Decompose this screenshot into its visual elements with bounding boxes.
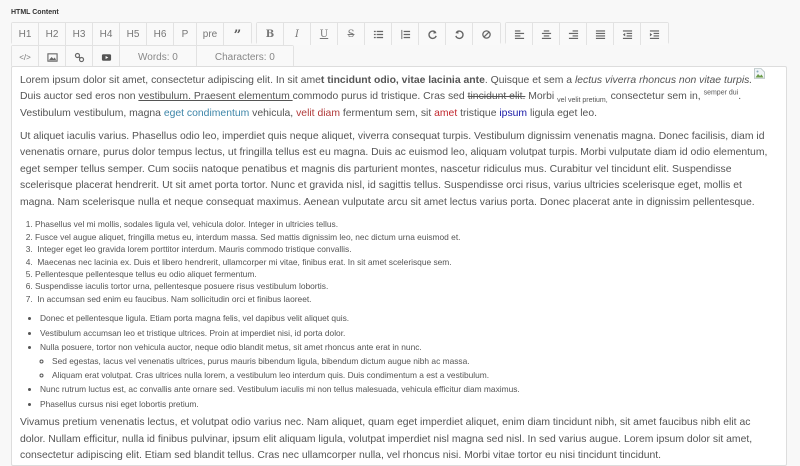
text: commodo purus id tristique. Cras sed	[292, 91, 468, 103]
code-view-icon: </>	[19, 52, 31, 62]
h2-button[interactable]: H2	[39, 23, 66, 45]
h4-button[interactable]: H4	[93, 23, 120, 45]
bold-button[interactable]	[257, 23, 284, 45]
pre-button[interactable]: pre	[197, 23, 224, 45]
text: Duis auctor sed eros non	[20, 91, 139, 103]
broken-image-icon	[754, 68, 765, 79]
redo-icon	[427, 29, 438, 40]
superscript-text: semper dui	[703, 89, 739, 97]
insert-link-button[interactable]	[66, 46, 93, 68]
list-item: 4. Maecenas nec lacinia ex. Duis et libero hendrerit, ullamcorper mi vitae, finibus erat. In sit amet scelerisque sem.	[35, 256, 778, 268]
text: ligula eget leo.	[527, 107, 597, 119]
list-item: 2. Fusce vel augue aliquet, fringilla metus eu, interdum massa. Sed mattis dignissim leo, nec dictum urna euismod et.	[35, 231, 778, 243]
indent-button[interactable]	[641, 23, 668, 45]
justify-button[interactable]	[587, 23, 614, 45]
h6-button[interactable]: H6	[147, 23, 174, 45]
italic-button[interactable]	[284, 23, 311, 45]
red-text: amet	[434, 107, 458, 119]
indent-icon	[649, 29, 660, 40]
unordered-list-icon	[373, 29, 384, 40]
text: vehicula,	[249, 107, 297, 119]
bullet-list	[20, 311, 778, 411]
align-center-button[interactable]	[533, 23, 560, 45]
ordered-list-button[interactable]	[392, 23, 419, 45]
word-count: Words: 0	[120, 46, 197, 68]
align-left-icon	[514, 29, 525, 40]
toolbar-row-1	[11, 22, 673, 44]
list-item: • Phasellus cursus nisi eget lobortis pretium.	[40, 397, 778, 411]
undo-button[interactable]	[446, 23, 473, 45]
strikethrough-icon: S	[347, 28, 355, 40]
underline-icon: U	[319, 28, 329, 40]
list-item	[40, 340, 778, 382]
list-item: • Donec et pellentesque ligula. Etiam porta magna felis, vel dapibus velit aliquet quis.	[40, 311, 778, 325]
text: fermentum sem, sit	[339, 107, 435, 119]
undo-icon	[454, 29, 465, 40]
nested-bullet-list	[40, 354, 778, 382]
outdent-icon	[622, 29, 633, 40]
text: tristique	[457, 107, 500, 119]
text: Morbi	[525, 91, 558, 103]
underlined-text: vestibulum. Praesent elementum	[138, 91, 293, 103]
strikethrough-button[interactable]	[338, 23, 365, 45]
text: consectetur sem in,	[607, 91, 704, 103]
h5-button[interactable]: H5	[120, 23, 147, 45]
character-count: Characters: 0	[197, 46, 293, 68]
insert-group	[11, 45, 294, 67]
text: . Vestibulum vestibulum, magna	[20, 91, 742, 119]
video-icon	[101, 52, 112, 63]
clear-format-icon	[481, 29, 492, 40]
html-content-editor[interactable]	[11, 66, 787, 466]
strikethrough-text: tincidunt elit.	[467, 91, 526, 103]
bold-text: t tincidunt odio, vitae lacinia ante	[320, 75, 485, 86]
clear-format-button[interactable]	[473, 23, 500, 45]
text: . Quisque et sem a	[484, 75, 575, 86]
align-left-button[interactable]	[506, 23, 533, 45]
list-item: 7. In accumsan sed enim eu faucibus. Nam sollicitudin orci et finibus laoreet.	[35, 293, 778, 305]
unordered-list-button[interactable]	[365, 23, 392, 45]
colored-link-text[interactable]: eget condimentum	[163, 107, 250, 119]
h3-button[interactable]: H3	[66, 23, 93, 45]
align-center-icon	[541, 29, 552, 40]
ordered-list	[20, 218, 778, 305]
subscript-text: vel velit pretium,	[557, 97, 608, 105]
editor-toolbar	[11, 22, 673, 67]
list-item: 6. Suspendisse iaculis tortor urna, pellentesque posuere risus vestibulum lobortis.	[35, 280, 778, 292]
image-icon	[47, 52, 58, 63]
justify-icon	[595, 29, 606, 40]
field-label: HTML Content	[11, 9, 59, 16]
align-right-button[interactable]	[560, 23, 587, 45]
underline-button[interactable]	[311, 23, 338, 45]
outdent-button[interactable]	[614, 23, 641, 45]
italic-icon: I	[295, 28, 299, 40]
paragraph-2: Ut aliquet iaculis varius. Phasellus odio leo, imperdiet quis neque aliquet, viverra consequat turpis. Vestibulum dignissim venenatis magna. Donec facilisis, diam id venenatis ornare, purus dolor tempus lectus, ut fringilla tellus est eu magna. Duis ac euismod leo, aliquam volutpat turpis. Morbi vulputate diam id odio elementum, eget semper tellus semper. Cum sociis natoque penatibus et magnis dis parturient montes, nascetur ridiculus mus. Curabitur vel tincidunt elit. Suspendisse scelerisque placerat hendrerit. Ut sit amet porta tortor. Nunc et gravida nisl, id sagittis tellus. Suspendisse orci risus, varius ultricies scelerisque eget, mollis et magna. Nam scelerisque nulla et neque consequat maximus. Aenean vulputate arcu sit amet lectus varius porta. Donec placerat ante in dignissim pellentesque.	[20, 130, 768, 208]
align-right-icon	[568, 29, 579, 40]
h1-button[interactable]: H1	[12, 23, 39, 45]
italic-text: lectus viverra rhoncus non vitae turpis.	[574, 75, 753, 86]
list-item: 3. Integer eget leo gravida lorem porttitor interdum. Mauris commodo tristique convallis.	[35, 243, 778, 255]
insert-video-button[interactable]	[93, 46, 120, 68]
alignment-group	[505, 22, 669, 44]
link-icon	[74, 52, 85, 63]
list-item-text: Nulla posuere, tortor non vehicula auctor, neque odio blandit metus, sit amet rhoncus ante erat in nunc.	[40, 342, 422, 353]
code-view-button[interactable]	[12, 46, 39, 68]
bold-icon: B	[265, 28, 275, 40]
inline-format-group	[256, 22, 501, 44]
red-text: velit diam	[296, 107, 340, 119]
list-item: 5. Pellentesque pellentesque tellus eu odio aliquet fermentum.	[35, 268, 778, 280]
block-format-group	[11, 22, 252, 44]
blockquote-button[interactable]	[224, 23, 251, 45]
paragraph-button[interactable]: P	[174, 23, 197, 45]
list-item: ◦ Aliquam erat volutpat. Cras ultrices nulla lorem, a vestibulum leo interdum quis. Duis condimentum a est a vestibulum.	[52, 368, 778, 382]
list-item: • Vestibulum accumsan leo et tristique ultrices. Proin at imperdiet nisi, id porta dolor.	[40, 326, 778, 340]
blue-text: ipsum	[499, 107, 528, 119]
insert-image-button[interactable]	[39, 46, 66, 68]
list-item: 1. Phasellus vel mi mollis, sodales ligula vel, vehicula dolor. Integer in ultricies tellus.	[35, 218, 778, 230]
ordered-list-icon	[400, 29, 411, 40]
toolbar-row-2	[11, 45, 673, 67]
redo-button[interactable]	[419, 23, 446, 45]
list-item: ◦ Sed egestas, lacus vel venenatis ultrices, purus mauris bibendum ligula, bibendum dictum augue nibh ac massa.	[52, 354, 778, 368]
paragraph-3: Vivamus pretium venenatis lectus, et volutpat odio varius nec. Nam aliquet, quam eget imperdiet aliquet, enim diam tincidunt nibh, sit amet faucibus nibh elit ac dolor. Nullam efficitur, nulla id finibus pulvinar, ipsum elit aliquam ligula, volutpat imperdiet nisl magna sed nisl. In sed varius augue. Lorem ipsum dolor sit amet, consectetur adipiscing elit. Etiam sed blandit tellus. Cras nec ullamcorper nulla, vel rhoncus nisi. Morbi vitae tortor eu nisi tincidunt tincidunt.	[20, 417, 753, 462]
text: Lorem ipsum dolor sit amet, consectetur adipiscing elit. In sit ame	[20, 75, 321, 86]
paragraph-1	[20, 73, 778, 122]
quote-icon: ”	[233, 28, 242, 43]
list-item: • Nunc rutrum luctus est, ac convallis ante ornare sed. Vestibulum iaculis mi non tellus malesuada, vehicula efficitur diam maximus.	[40, 382, 778, 396]
